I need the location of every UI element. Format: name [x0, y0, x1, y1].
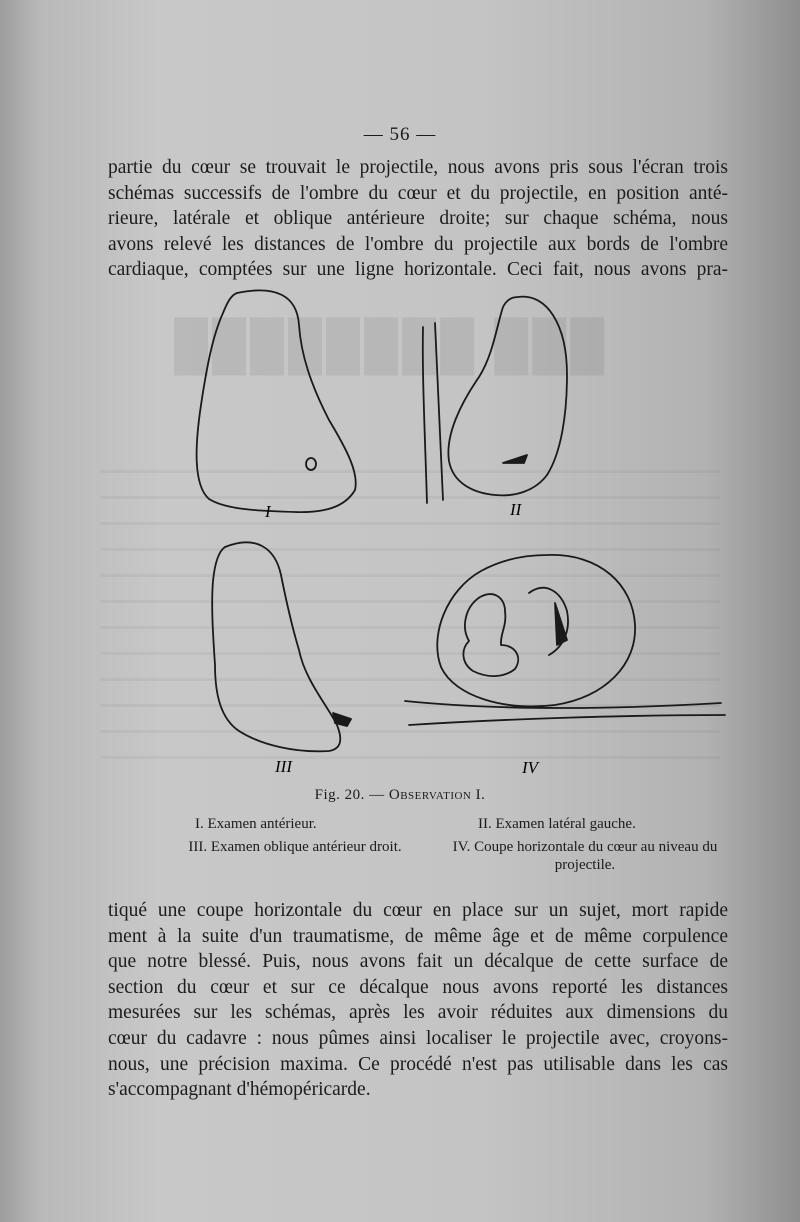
schema-iv-line-1 [405, 701, 721, 708]
text-line: mesurées sur les schémas, après les avoir réduites aux dimensions du [108, 1002, 728, 1024]
text-line: partie du cœur se trouvait le projectile, nous avons pris sous l'écran trois [108, 157, 728, 178]
schema-iv-inner-wall [529, 588, 568, 655]
figure-caption [0, 787, 800, 804]
schema-ii-line-2 [435, 323, 443, 500]
schema-iv-cavity [463, 594, 518, 676]
legend-ii: II. Examen latéral gauche. [478, 816, 636, 832]
text-line: rieure, latérale et oblique antérieure droite; sur chaque schéma, nous [108, 208, 728, 230]
text-line: section du cœur et sur ce décalque nous avons reporté les distances [108, 976, 728, 998]
schema-i-heart-outline [197, 290, 356, 512]
text-line: nous, une précision maxima. Ce procédé n'est pas utilisable dans les cas [108, 1053, 728, 1075]
text-line: avons relevé les distances de l'ombre du projectile aux bords de l'ombre [108, 233, 728, 255]
label-ii: II [510, 500, 522, 519]
label-iv: IV [522, 758, 539, 777]
label-i: I [265, 502, 271, 521]
schema-iii-projectile [333, 713, 351, 726]
page-number: — 56 — [363, 124, 437, 145]
text-line: schémas successifs de l'ombre du cœur et du projectile, en position anté- [108, 182, 728, 204]
label-iii: III [275, 757, 292, 776]
text-line: s'accompagnant d'hémopéricarde. [108, 1079, 371, 1101]
figure-20-heart-schemas [185, 285, 730, 785]
schema-iv-projectile [555, 603, 567, 645]
schema-iii-heart-outline [212, 542, 340, 751]
schema-i-projectile [306, 458, 316, 470]
legend-i: I. Examen antérieur. [195, 816, 317, 832]
schema-ii-heart-outline [448, 297, 567, 496]
caption-prefix: Fig. 20. — [314, 787, 385, 803]
heart-diagram [185, 285, 730, 785]
schema-ii-line-1 [423, 327, 427, 503]
text-line: ment à la suite d'un traumatisme, de même âge et de même corpulence [108, 925, 728, 947]
legend-iv: IV. Coupe horizontale du cœur au niveau du projectile. [452, 839, 718, 873]
caption-title: Observation I. [388, 787, 486, 803]
text-line: cœur du cadavre : nous pûmes ainsi localiser le projectile avec, croyons- [108, 1027, 728, 1049]
schema-iv-line-2 [409, 715, 725, 725]
text-line: que notre blessé. Puis, nous avons fait un décalque de cette surface de [108, 951, 728, 973]
text-line: cardiaque, comptées sur une ligne horizontale. Ceci fait, nous avons pra- [108, 259, 728, 281]
schema-ii-projectile [503, 455, 527, 463]
paragraph-bottom [108, 898, 728, 1103]
schema-iv-section-outline [437, 555, 635, 706]
legend-iii: III. Examen oblique antérieur droit. [188, 839, 402, 855]
paragraph-top [108, 155, 728, 283]
text-line: tiqué une coupe horizontale du cœur en place sur un sujet, mort rapide [108, 900, 728, 921]
show-through-texture: ███ ████████ [170, 319, 605, 372]
